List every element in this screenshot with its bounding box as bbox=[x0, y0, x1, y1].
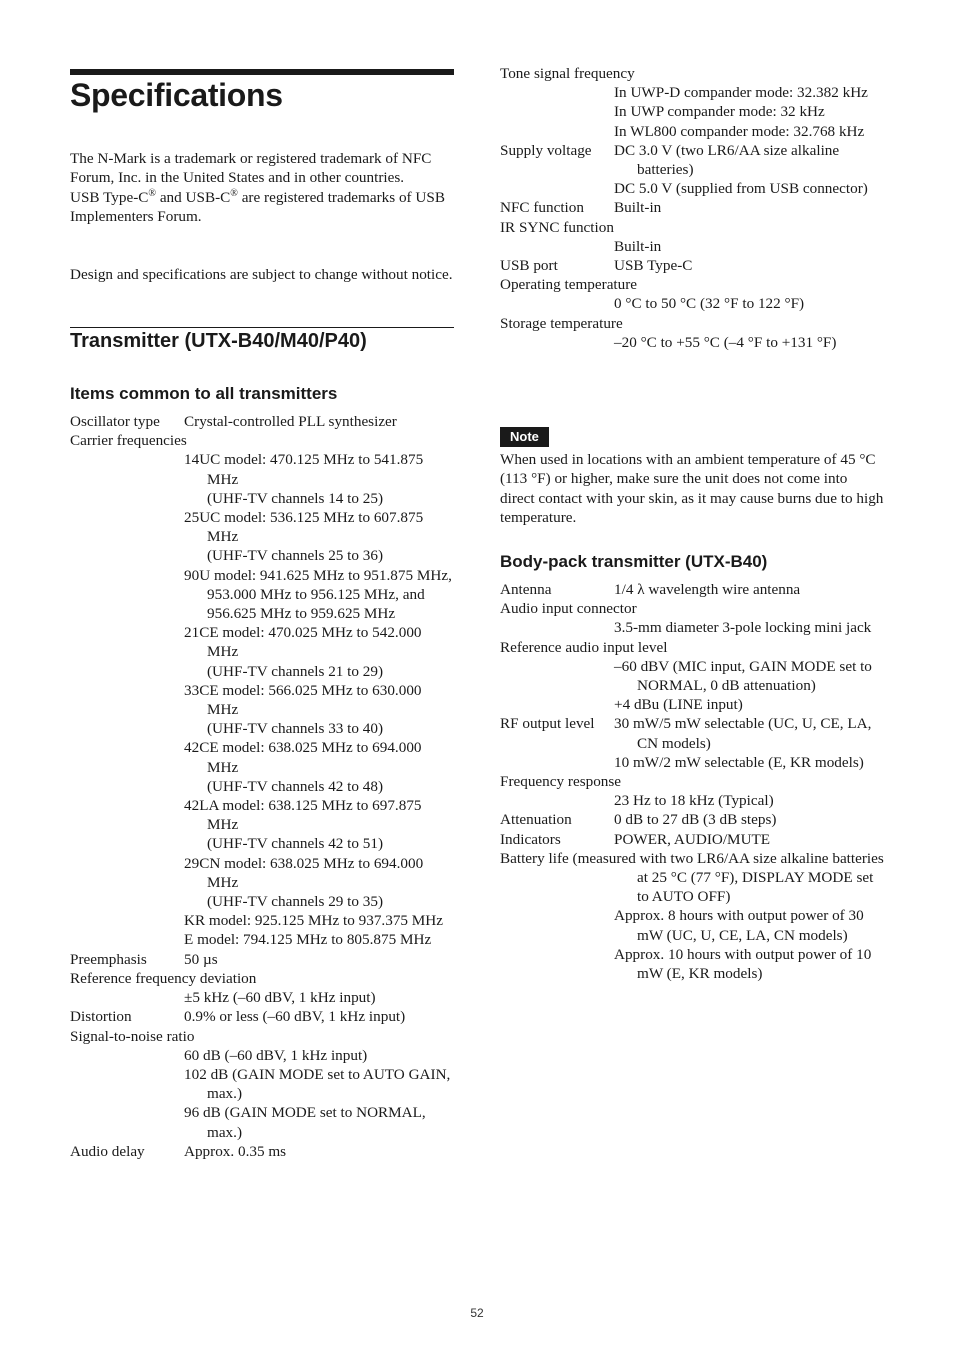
spec-values bbox=[614, 810, 885, 829]
spec-value: 29CN model: 638.025 MHz to 694.000 MHz bbox=[184, 854, 424, 891]
spec-values bbox=[184, 450, 455, 949]
spec-value: DC 3.0 V (two LR6/AA size alkaline batteries) bbox=[614, 141, 840, 179]
spec-value: 96 dB (GAIN MODE set to NORMAL, max.) bbox=[184, 1104, 426, 1141]
spec-label: USB port bbox=[500, 257, 558, 275]
spec-value: –20 °C to +55 °C (–4 °F to +131 °F) bbox=[614, 333, 837, 351]
spec-label: Operating temperature bbox=[500, 276, 638, 294]
spec-row bbox=[70, 412, 455, 431]
spec-label: Audio input connector bbox=[500, 600, 637, 618]
spec-label: Oscillator type bbox=[70, 413, 160, 430]
spec-value: USB Type-C bbox=[614, 257, 693, 275]
spec-label: Reference frequency deviation bbox=[70, 969, 257, 987]
nmark-notice: The N-Mark is a trademark or registered trademark of NFC Forum, Inc. in the United States and in other countries. bbox=[70, 150, 432, 187]
bodypack-spec-list bbox=[500, 580, 885, 983]
registered-mark: ® bbox=[148, 187, 157, 199]
spec-value: 1/4 λ wavelength wire antenna bbox=[614, 581, 801, 598]
spec-value: Approx. 10 hours with output power of 10 mW (E, KR models) bbox=[614, 945, 872, 983]
spec-value: 21CE model: 470.025 MHz to 542.000 MHz bbox=[184, 624, 422, 661]
spec-label: Carrier frequencies bbox=[70, 432, 187, 450]
page-number: 52 bbox=[470, 1306, 484, 1320]
spec-label: Storage temperature bbox=[500, 314, 623, 332]
spec-values bbox=[614, 294, 885, 313]
spec-values bbox=[614, 256, 885, 275]
spec-values bbox=[184, 950, 455, 969]
spec-label: Audio delay bbox=[70, 1142, 145, 1160]
usb-notice-part2: and USB-C bbox=[156, 188, 231, 206]
spec-value: 0 dB to 27 dB (3 dB steps) bbox=[614, 811, 777, 829]
bodypack-heading: Body-pack transmitter (UTX-B40) bbox=[500, 552, 768, 571]
spec-row bbox=[500, 599, 885, 637]
spec-row bbox=[500, 64, 885, 141]
spec-value: 25UC model: 536.125 MHz to 607.875 MHz bbox=[184, 509, 424, 546]
spec-values bbox=[614, 830, 885, 849]
spec-value: Crystal-controlled PLL synthesizer bbox=[184, 413, 397, 430]
spec-row bbox=[500, 810, 885, 829]
spec-row bbox=[500, 638, 885, 715]
common-spec-list-continued bbox=[500, 64, 885, 352]
spec-value: Built-in bbox=[614, 237, 662, 255]
spec-value: DC 5.0 V (supplied from USB connector) bbox=[614, 180, 868, 198]
spec-values bbox=[614, 198, 885, 217]
registered-mark: ® bbox=[230, 187, 238, 199]
spec-value: (UHF-TV channels 33 to 40) bbox=[207, 720, 384, 738]
spec-value: E model: 794.125 MHz to 805.875 MHz bbox=[184, 931, 432, 949]
section-rule bbox=[70, 327, 454, 328]
spec-values bbox=[184, 1142, 455, 1161]
spec-label: RF output level bbox=[500, 715, 595, 733]
spec-values bbox=[614, 618, 885, 637]
spec-value: (UHF-TV channels 14 to 25) bbox=[207, 489, 384, 507]
spec-value: 33CE model: 566.025 MHz to 630.000 MHz bbox=[184, 681, 422, 719]
spec-value: 30 mW/5 mW selectable (UC, U, CE, LA, CN models) bbox=[614, 715, 872, 752]
spec-values bbox=[614, 791, 885, 810]
spec-label: NFC function bbox=[500, 199, 584, 217]
spec-row bbox=[70, 1142, 455, 1161]
usb-notice-part3: are registered trademarks of USB Implementers Forum. bbox=[70, 188, 445, 225]
spec-value: (UHF-TV channels 42 to 51) bbox=[207, 835, 384, 853]
page-title: Specifications bbox=[70, 77, 283, 113]
spec-row bbox=[70, 1007, 455, 1026]
spec-row bbox=[500, 141, 885, 199]
spec-label: Antenna bbox=[500, 581, 552, 598]
spec-value: 0 °C to 50 °C (32 °F to 122 °F) bbox=[614, 295, 805, 313]
spec-label: Signal-to-noise ratio bbox=[70, 1027, 195, 1045]
common-spec-list bbox=[70, 412, 455, 1161]
spec-value: POWER, AUDIO/MUTE bbox=[614, 830, 771, 848]
spec-values bbox=[614, 141, 885, 199]
common-items-heading: Items common to all transmitters bbox=[70, 384, 338, 403]
spec-value: +4 dBu (LINE input) bbox=[614, 696, 743, 714]
spec-row bbox=[500, 198, 885, 217]
spec-label: Preemphasis bbox=[70, 950, 147, 968]
trademark-notice bbox=[70, 149, 455, 226]
disclaimer: Design and specifications are subject to change without notice. bbox=[70, 266, 453, 283]
spec-label: Supply voltage bbox=[500, 141, 592, 159]
spec-row bbox=[500, 218, 885, 256]
spec-row bbox=[70, 431, 455, 949]
spec-values bbox=[184, 1007, 455, 1026]
spec-row bbox=[70, 1027, 455, 1142]
note-badge: Note bbox=[500, 427, 549, 447]
spec-values bbox=[614, 333, 885, 352]
spec-row bbox=[500, 830, 885, 849]
spec-label: Distortion bbox=[70, 1008, 132, 1026]
spec-value: 60 dB (–60 dBV, 1 kHz input) bbox=[184, 1046, 368, 1064]
spec-value: Approx. 0.35 ms bbox=[184, 1142, 287, 1160]
spec-values bbox=[614, 906, 885, 983]
spec-label: Battery life (measured with two LR6/AA size alkaline batteries at 25 °C (77 °F), DISPLAY MODE set to AUTO OFF) bbox=[500, 849, 884, 906]
note-text: When used in locations with an ambient temperature of 45 °C (113 °F) or higher, make sure the unit does not come into direct contact with your skin, as it may cause burns due to high temperature. bbox=[500, 451, 884, 526]
spec-value: –60 dBV (MIC input, GAIN MODE set to NORMAL, 0 dB attenuation) bbox=[614, 657, 872, 695]
spec-row bbox=[500, 314, 885, 352]
spec-label: Tone signal frequency bbox=[500, 65, 635, 82]
spec-value: Approx. 8 hours with output power of 30 mW (UC, U, CE, LA, CN models) bbox=[614, 907, 864, 944]
spec-values bbox=[184, 412, 455, 431]
transmitter-heading: Transmitter (UTX-B40/M40/P40) bbox=[70, 330, 367, 352]
spec-value: KR model: 925.125 MHz to 937.375 MHz bbox=[184, 912, 444, 930]
spec-row bbox=[500, 849, 885, 983]
spec-value: 10 mW/2 mW selectable (E, KR models) bbox=[614, 753, 864, 771]
spec-value: 23 Hz to 18 kHz (Typical) bbox=[614, 792, 774, 810]
spec-value: 42CE model: 638.025 MHz to 694.000 MHz bbox=[184, 739, 422, 776]
spec-values bbox=[614, 580, 885, 599]
spec-values bbox=[614, 714, 885, 772]
spec-values bbox=[184, 988, 455, 1007]
usb-notice-part1: USB Type-C bbox=[70, 188, 149, 206]
spec-values bbox=[614, 83, 885, 141]
spec-value: 3.5-mm diameter 3-pole locking mini jack bbox=[614, 619, 872, 637]
title-rule bbox=[70, 69, 454, 75]
spec-label: IR SYNC function bbox=[500, 218, 614, 236]
spec-value: (UHF-TV channels 29 to 35) bbox=[207, 893, 384, 911]
spec-value: 14UC model: 470.125 MHz to 541.875 MHz bbox=[184, 451, 424, 488]
spec-label: Indicators bbox=[500, 830, 561, 848]
spec-label: Attenuation bbox=[500, 811, 572, 829]
spec-value: 0.9% or less (–60 dBV, 1 kHz input) bbox=[184, 1008, 406, 1026]
spec-row bbox=[500, 772, 885, 810]
spec-value: In UWP compander mode: 32 kHz bbox=[614, 103, 825, 121]
spec-value: Built-in bbox=[614, 199, 662, 217]
spec-values bbox=[614, 657, 885, 715]
spec-row bbox=[500, 275, 885, 313]
spec-row bbox=[70, 950, 455, 969]
spec-value: (UHF-TV channels 25 to 36) bbox=[207, 547, 384, 565]
spec-values bbox=[614, 237, 885, 256]
spec-value: In UWP-D compander mode: 32.382 kHz bbox=[614, 84, 868, 102]
spec-row bbox=[500, 580, 885, 599]
spec-value: (UHF-TV channels 42 to 48) bbox=[207, 777, 384, 795]
spec-value: 102 dB (GAIN MODE set to AUTO GAIN, max.) bbox=[184, 1065, 451, 1103]
spec-row bbox=[70, 969, 455, 1007]
spec-value: 90U model: 941.625 MHz to 951.875 MHz, 953.000 MHz to 956.125 MHz, and 956.625 MHz to 959.625 MHz bbox=[184, 566, 452, 623]
spec-value: In WL800 compander mode: 32.768 kHz bbox=[614, 122, 865, 140]
spec-values bbox=[184, 1046, 455, 1142]
spec-label: Frequency response bbox=[500, 773, 622, 791]
spec-label: Reference audio input level bbox=[500, 638, 668, 656]
spec-row bbox=[500, 714, 885, 772]
spec-value: (UHF-TV channels 21 to 29) bbox=[207, 662, 384, 680]
spec-value: ±5 kHz (–60 dBV, 1 kHz input) bbox=[184, 989, 376, 1007]
spec-value: 50 µs bbox=[184, 950, 218, 968]
spec-value: 42LA model: 638.125 MHz to 697.875 MHz bbox=[184, 797, 422, 834]
spec-row bbox=[500, 256, 885, 275]
